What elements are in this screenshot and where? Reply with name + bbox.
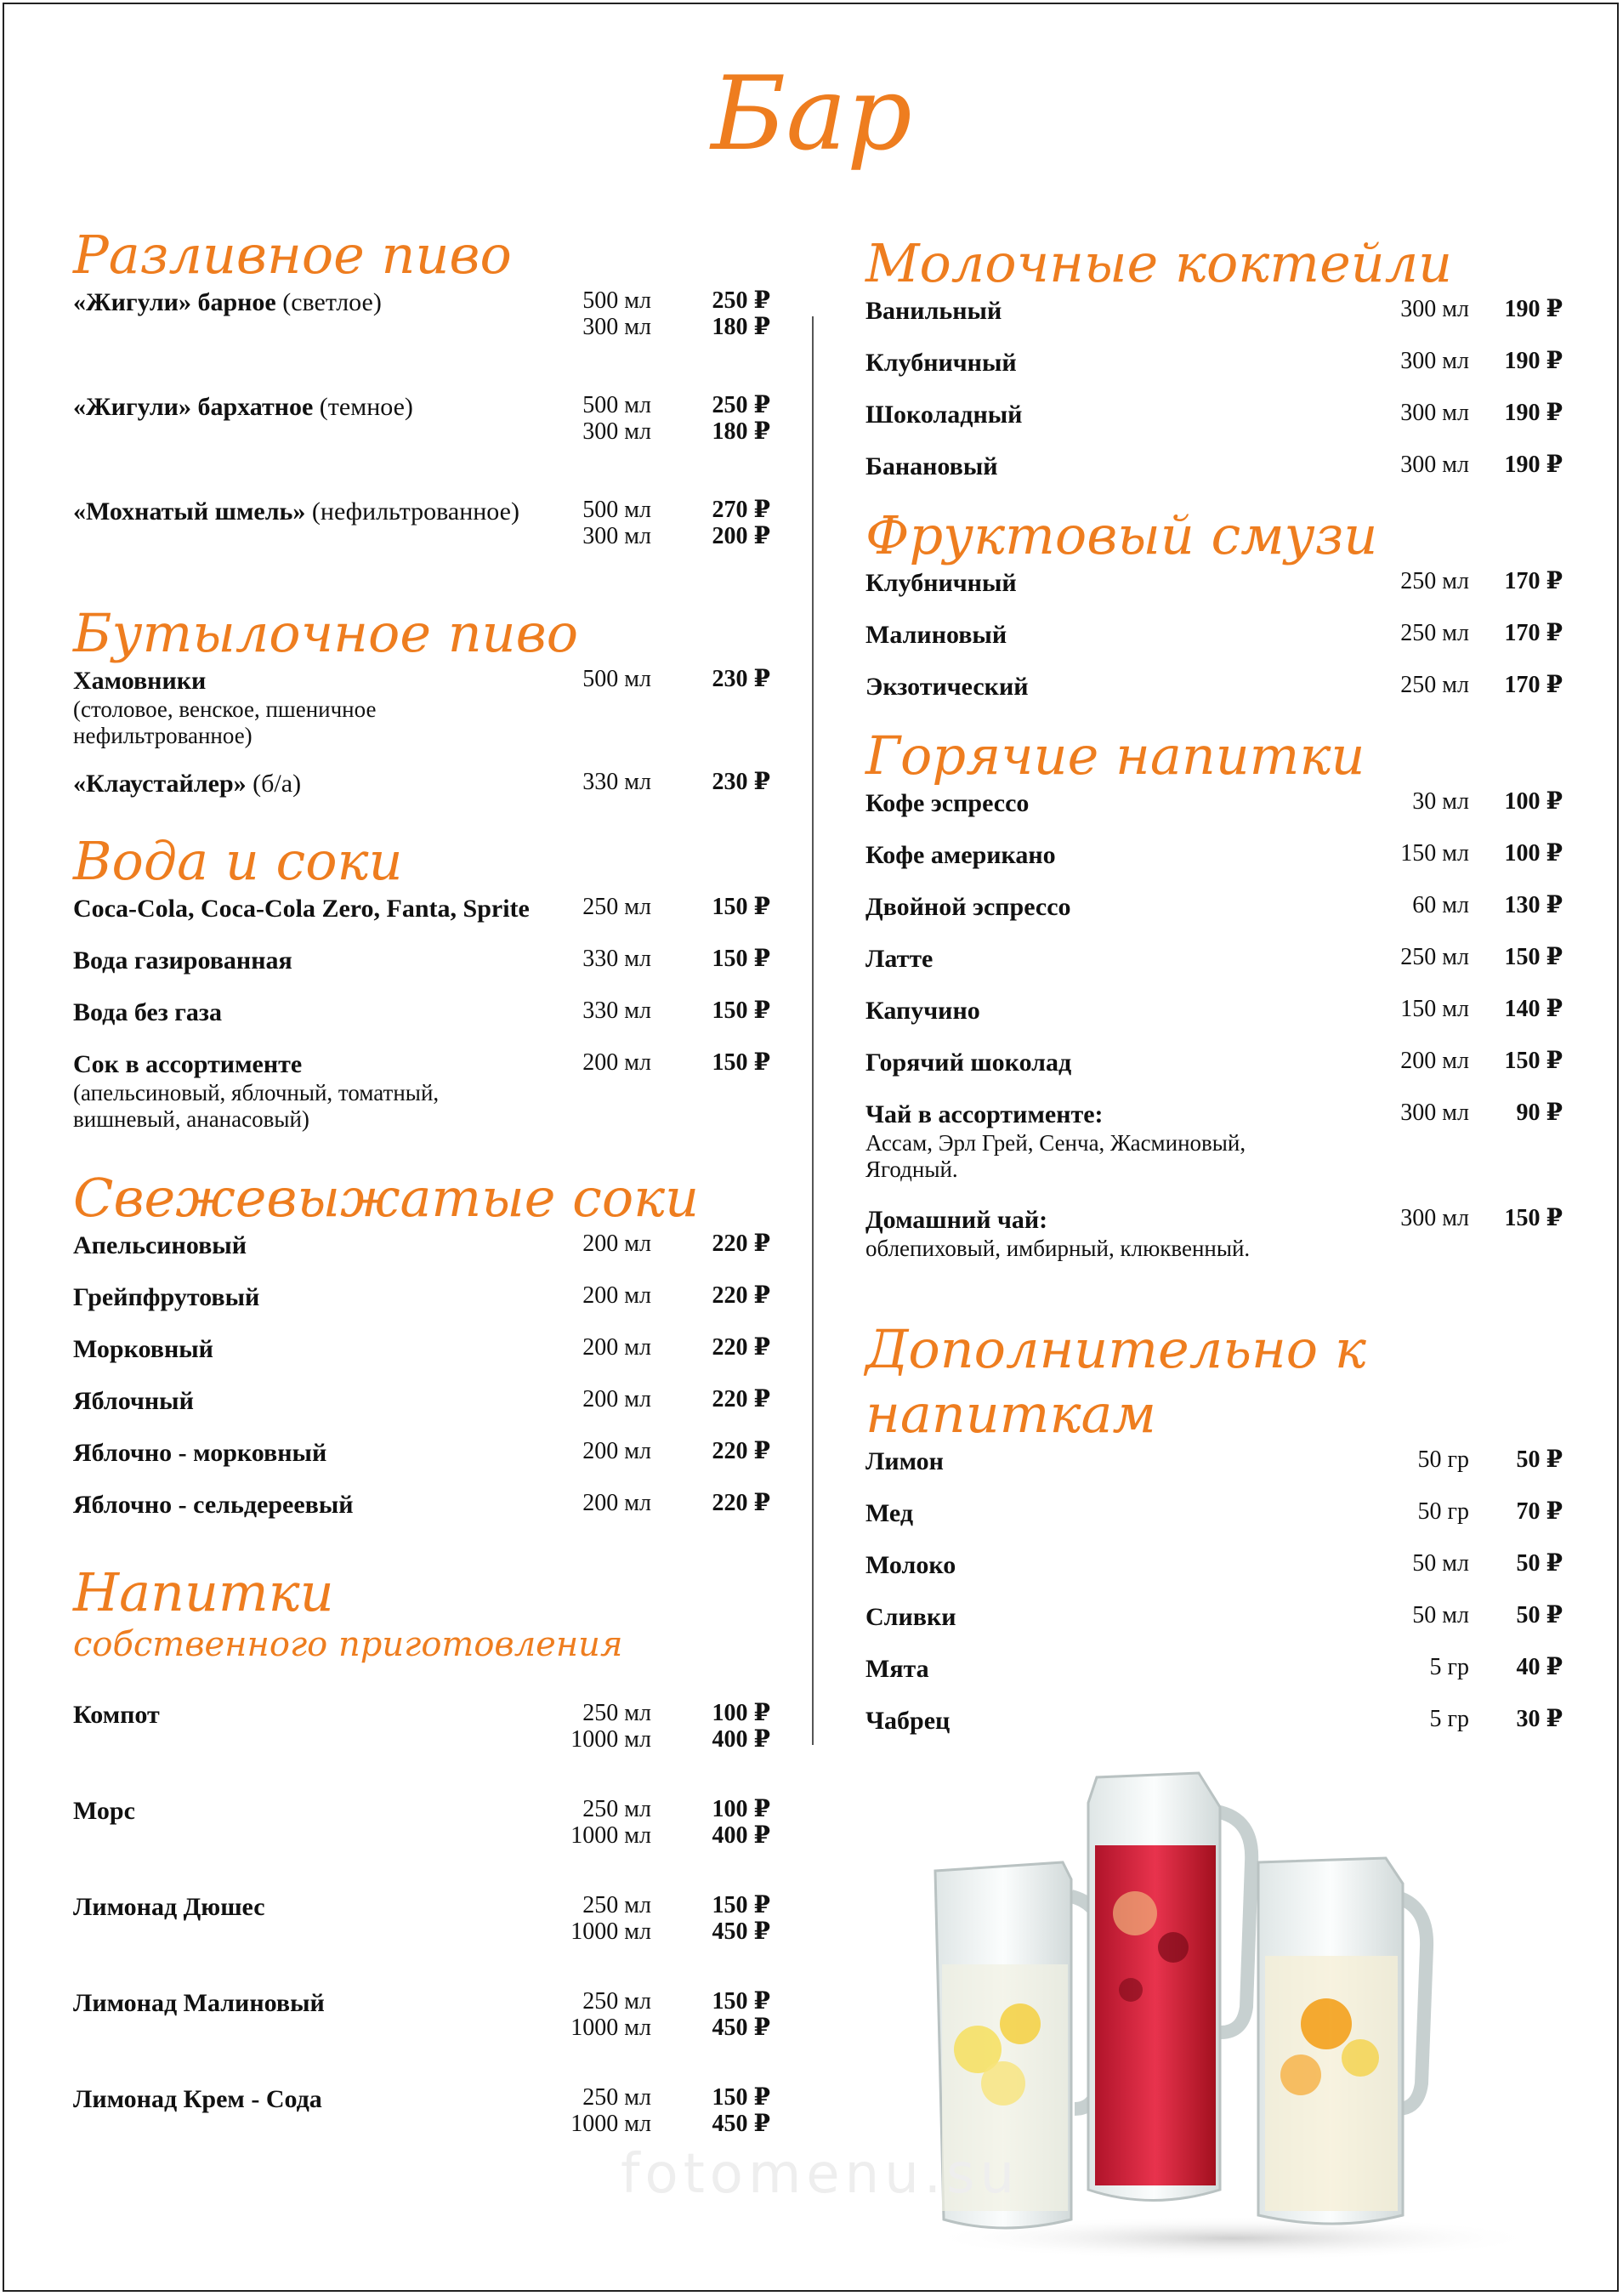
- section-smoothies: [865, 503, 1563, 724]
- item-name-text: Морковный: [73, 1335, 213, 1363]
- volume-value: 5 гр: [1429, 1706, 1469, 1732]
- item-volume: [1350, 996, 1469, 1022]
- item-name-text: Шоколадный: [865, 401, 1023, 429]
- item-volume: [532, 1282, 651, 1309]
- watermark: fotomenu.su: [621, 2143, 1020, 2206]
- section-milkshakes: [865, 231, 1563, 503]
- volume-value: 1000 мл: [570, 1918, 651, 1945]
- volume-value: 200 мл: [582, 1282, 651, 1309]
- menu-item: [865, 348, 1563, 400]
- item-price: [1469, 672, 1563, 698]
- volume-value: 330 мл: [582, 769, 651, 795]
- item-volume: [532, 1230, 651, 1257]
- price-value: 450 ₽: [712, 2015, 770, 2041]
- price-value: 140 ₽: [1504, 996, 1563, 1022]
- item-price: [1469, 1550, 1563, 1577]
- volume-value: 300 мл: [1400, 400, 1469, 426]
- menu-item: [865, 1550, 1563, 1602]
- menu-item: [73, 946, 779, 997]
- item-name-text: Клубничный: [865, 349, 1017, 377]
- menu-item: [73, 1438, 779, 1490]
- price-value: 180 ₽: [712, 418, 770, 445]
- item-name-text: Экзотический: [865, 673, 1029, 701]
- menu-item: [865, 452, 1563, 503]
- volume-value: 150 мл: [1400, 840, 1469, 867]
- menu-item: [865, 944, 1563, 996]
- item-description: (апельсиновый, яблочный, томатный, вишневый, ананасовый): [73, 1080, 440, 1132]
- price-value: 220 ₽: [712, 1230, 770, 1257]
- price-value: 450 ₽: [712, 1918, 770, 1945]
- menu-item: [865, 996, 1563, 1048]
- item-name-text: Капучино: [865, 997, 980, 1025]
- volume-value: 50 мл: [1412, 1602, 1469, 1628]
- section-title: Дополнительно к напиткам: [865, 1318, 1366, 1445]
- item-price: [1469, 892, 1563, 918]
- item-name-text: Банановый: [865, 452, 998, 480]
- item-name-text: Вода газированная: [73, 946, 292, 975]
- menu-item: [865, 1048, 1563, 1100]
- item-description: Ассам, Эрл Грей, Сенча, Жасминовый, Ягодный.: [865, 1130, 1246, 1182]
- volume-value: 1000 мл: [570, 2015, 651, 2041]
- section-title: Горячие напитки: [865, 725, 1365, 787]
- volume-value: 500 мл: [582, 497, 651, 523]
- volume-value: 1000 мл: [570, 1726, 651, 1753]
- volume-value: 250 мл: [582, 1796, 651, 1822]
- price-value: 30 ₽: [1516, 1706, 1563, 1732]
- menu-item: [73, 1988, 779, 2084]
- item-volume: [532, 1490, 651, 1516]
- menu-item: [865, 1498, 1563, 1550]
- menu-item: [73, 497, 779, 601]
- volume-value: 300 мл: [1400, 1205, 1469, 1231]
- item-price: [668, 1438, 770, 1464]
- item-volume: [1350, 1602, 1469, 1628]
- section-draft_beer: [73, 223, 779, 601]
- item-volume: [532, 1892, 651, 1945]
- item-price: [668, 497, 770, 549]
- item-price: [1469, 1706, 1563, 1732]
- item-price: [668, 1334, 770, 1361]
- item-volume: [532, 894, 651, 920]
- item-description: облепиховый, имбирный, клюквенный.: [865, 1236, 1251, 1261]
- volume-value: 250 мл: [582, 1892, 651, 1918]
- item-name-text: Апельсиновый: [73, 1231, 247, 1259]
- item-price: [668, 769, 770, 795]
- menu-item: [865, 568, 1563, 620]
- menu-item: [73, 666, 779, 769]
- item-price: [1469, 568, 1563, 594]
- menu-item: [73, 1282, 779, 1334]
- item-note: (нефильтрованное): [305, 497, 519, 526]
- price-value: 150 ₽: [712, 997, 770, 1024]
- price-value: 100 ₽: [712, 1700, 770, 1726]
- price-value: 220 ₽: [712, 1438, 770, 1464]
- menu-item: [865, 296, 1563, 348]
- price-value: 150 ₽: [712, 1049, 770, 1076]
- volume-value: 200 мл: [582, 1490, 651, 1516]
- item-volume: [532, 1049, 651, 1076]
- volume-value: 500 мл: [582, 666, 651, 692]
- item-volume: [1350, 1205, 1469, 1231]
- item-name-text: Лимонад Дюшес: [73, 1893, 265, 1921]
- price-value: 170 ₽: [1504, 672, 1563, 698]
- item-name-text: Молоко: [865, 1551, 956, 1579]
- price-value: 150 ₽: [712, 1988, 770, 2015]
- item-volume: [1350, 1100, 1469, 1126]
- volume-value: 250 мл: [582, 894, 651, 920]
- item-volume: [1350, 1654, 1469, 1680]
- item-name-text: Мед: [865, 1499, 914, 1527]
- item-volume: [532, 2084, 651, 2137]
- item-volume: [532, 497, 651, 549]
- volume-value: 300 мл: [1400, 1100, 1469, 1126]
- item-price: [1469, 1498, 1563, 1525]
- item-name-text: Лимонад Малиновый: [73, 1989, 325, 2017]
- item-price: [668, 1796, 770, 1849]
- section-bottled_beer: [73, 601, 779, 821]
- price-value: 270 ₽: [712, 497, 770, 523]
- volume-value: 250 мл: [1400, 568, 1469, 594]
- price-value: 50 ₽: [1516, 1550, 1563, 1577]
- price-value: 400 ₽: [712, 1726, 770, 1753]
- left-column: [73, 223, 779, 2180]
- volume-value: 500 мл: [582, 287, 651, 314]
- menu-item: [73, 1049, 779, 1152]
- item-volume: [532, 392, 651, 445]
- section-fresh_juice: [73, 1166, 779, 1542]
- item-name-text: Грейпфрутовый: [73, 1283, 260, 1311]
- menu-item: [865, 788, 1563, 840]
- volume-value: 300 мл: [582, 418, 651, 445]
- price-value: 170 ₽: [1504, 620, 1563, 646]
- item-price: [1469, 296, 1563, 322]
- item-name-text: Яблочно - сельдереевый: [73, 1491, 354, 1519]
- volume-value: 250 мл: [1400, 620, 1469, 646]
- price-value: 220 ₽: [712, 1282, 770, 1309]
- section-water_juice: [73, 829, 779, 1152]
- menu-item: [73, 769, 779, 821]
- item-volume: [1350, 400, 1469, 426]
- price-value: 150 ₽: [1504, 944, 1563, 970]
- price-value: 130 ₽: [1504, 892, 1563, 918]
- menu-item: [865, 1654, 1563, 1706]
- menu-item: [73, 1230, 779, 1282]
- item-price: [1469, 944, 1563, 970]
- price-value: 150 ₽: [712, 894, 770, 920]
- item-price: [1469, 840, 1563, 867]
- item-price: [668, 1230, 770, 1257]
- volume-value: 1000 мл: [570, 2111, 651, 2137]
- section-title: Свежевыжатые соки: [73, 1167, 700, 1229]
- menu-item: [865, 400, 1563, 452]
- price-value: 250 ₽: [712, 392, 770, 418]
- raspberry-pitcher-middle: [1088, 1773, 1251, 2201]
- volume-value: 150 мл: [1400, 996, 1469, 1022]
- price-value: 400 ₽: [712, 1822, 770, 1849]
- section-subtitle: собственного приготовления: [73, 1625, 623, 1664]
- item-volume: [1350, 788, 1469, 815]
- price-value: 100 ₽: [1504, 788, 1563, 815]
- item-note: (б/а): [246, 770, 302, 798]
- column-divider: [812, 316, 814, 1745]
- page-title: Бар: [711, 55, 912, 173]
- item-note: (светлое): [275, 288, 382, 316]
- item-name-text: Мята: [865, 1655, 929, 1683]
- item-volume: [1350, 1498, 1469, 1525]
- volume-value: 300 мл: [582, 314, 651, 340]
- item-volume: [1350, 348, 1469, 374]
- volume-value: 250 мл: [1400, 672, 1469, 698]
- item-volume: [1350, 1048, 1469, 1074]
- menu-item: [73, 1490, 779, 1542]
- price-value: 100 ₽: [712, 1796, 770, 1822]
- price-value: 170 ₽: [1504, 568, 1563, 594]
- price-value: 230 ₽: [712, 666, 770, 692]
- volume-value: 1000 мл: [570, 1822, 651, 1849]
- volume-value: 50 гр: [1417, 1498, 1469, 1525]
- volume-value: 250 мл: [1400, 944, 1469, 970]
- item-price: [1469, 788, 1563, 815]
- price-value: 70 ₽: [1516, 1498, 1563, 1525]
- section-title: Фруктовый смузи: [865, 504, 1378, 566]
- volume-value: 300 мл: [1400, 348, 1469, 374]
- volume-value: 200 мл: [582, 1438, 651, 1464]
- item-price: [1469, 1602, 1563, 1628]
- menu-item: [865, 620, 1563, 672]
- volume-value: 200 мл: [1400, 1048, 1469, 1074]
- item-price: [668, 666, 770, 692]
- item-price: [668, 2084, 770, 2137]
- price-value: 190 ₽: [1504, 348, 1563, 374]
- volume-value: 5 гр: [1429, 1654, 1469, 1680]
- item-price: [1469, 996, 1563, 1022]
- item-volume: [532, 1386, 651, 1412]
- volume-value: 250 мл: [582, 1988, 651, 2015]
- section-hot_drinks: [865, 724, 1563, 1310]
- item-volume: [532, 287, 651, 340]
- price-value: 220 ₽: [712, 1334, 770, 1361]
- price-value: 150 ₽: [712, 2084, 770, 2111]
- item-name-text: Чай в ассортименте:: [865, 1100, 1104, 1128]
- item-name-text: Морс: [73, 1797, 135, 1825]
- item-name-text: Coca-Cola, Coca-Cola Zero, Fanta, Sprite: [73, 895, 530, 923]
- item-price: [668, 392, 770, 445]
- price-value: 180 ₽: [712, 314, 770, 340]
- volume-value: 60 мл: [1412, 892, 1469, 918]
- volume-value: 200 мл: [582, 1334, 651, 1361]
- menu-item: [865, 1205, 1563, 1310]
- item-price: [668, 894, 770, 920]
- item-name-text: Малиновый: [865, 621, 1007, 649]
- price-value: 40 ₽: [1516, 1654, 1563, 1680]
- item-name-text: Горячий шоколад: [865, 1049, 1072, 1077]
- menu-item: [73, 1796, 779, 1892]
- price-value: 50 ₽: [1516, 1446, 1563, 1473]
- item-description: (столовое, венское, пшеничное нефильтрованное): [73, 696, 377, 748]
- item-price: [1469, 1048, 1563, 1074]
- price-value: 450 ₽: [712, 2111, 770, 2137]
- item-volume: [532, 769, 651, 795]
- item-volume: [1350, 1706, 1469, 1732]
- item-volume: [1350, 296, 1469, 322]
- item-price: [668, 1282, 770, 1309]
- volume-value: 250 мл: [582, 2084, 651, 2111]
- menu-item: [865, 1446, 1563, 1498]
- price-value: 150 ₽: [1504, 1048, 1563, 1074]
- menu-item: [73, 1386, 779, 1438]
- item-price: [1469, 1100, 1563, 1126]
- price-value: 220 ₽: [712, 1490, 770, 1516]
- menu-item: [865, 672, 1563, 724]
- price-value: 150 ₽: [712, 946, 770, 972]
- right-column: [865, 223, 1563, 1758]
- item-volume: [1350, 944, 1469, 970]
- item-price: [1469, 1446, 1563, 1473]
- volume-value: 300 мл: [582, 523, 651, 549]
- item-price: [668, 1049, 770, 1076]
- price-value: 150 ₽: [712, 1892, 770, 1918]
- volume-value: 300 мл: [1400, 296, 1469, 322]
- menu-item: [73, 287, 779, 392]
- price-value: 190 ₽: [1504, 452, 1563, 478]
- menu-item: [865, 1706, 1563, 1758]
- section-title: Молочные коктейли: [865, 232, 1453, 294]
- item-volume: [1350, 1550, 1469, 1577]
- menu-item: [73, 894, 779, 946]
- item-name-text: Лимон: [865, 1447, 944, 1475]
- item-name-text: Клубничный: [865, 569, 1017, 597]
- item-volume: [532, 946, 651, 972]
- item-price: [1469, 452, 1563, 478]
- item-volume: [1350, 892, 1469, 918]
- volume-value: 50 гр: [1417, 1446, 1469, 1473]
- menu-item: [865, 892, 1563, 944]
- price-value: 200 ₽: [712, 523, 770, 549]
- item-volume: [1350, 452, 1469, 478]
- menu-item: [865, 840, 1563, 892]
- section-title: Разливное пиво: [73, 224, 512, 286]
- item-name-text: Кофе эспрессо: [865, 789, 1030, 817]
- menu-item: [865, 1100, 1563, 1205]
- item-price: [1469, 400, 1563, 426]
- item-volume: [1350, 672, 1469, 698]
- section-extras: [865, 1317, 1563, 1758]
- price-value: 190 ₽: [1504, 400, 1563, 426]
- menu-item: [73, 997, 779, 1049]
- volume-value: 30 мл: [1412, 788, 1469, 815]
- volume-value: 200 мл: [582, 1386, 651, 1412]
- item-volume: [532, 666, 651, 692]
- item-name-text: Яблочный: [73, 1387, 194, 1415]
- volume-value: 330 мл: [582, 946, 651, 972]
- menu-item: [73, 392, 779, 497]
- item-price: [668, 1490, 770, 1516]
- section-house_drinks: [73, 1560, 779, 2180]
- item-price: [1469, 1205, 1563, 1231]
- item-name-text: Чабрец: [865, 1707, 951, 1735]
- menu-item: [73, 1334, 779, 1386]
- item-volume: [1350, 840, 1469, 867]
- item-volume: [532, 997, 651, 1024]
- item-volume: [532, 1988, 651, 2041]
- section-title: Напитки: [73, 1561, 334, 1623]
- price-value: 100 ₽: [1504, 840, 1563, 867]
- item-name-text: Лимонад Крем - Сода: [73, 2085, 322, 2113]
- menu-item: [73, 1700, 779, 1796]
- volume-value: 250 мл: [582, 1700, 651, 1726]
- item-name-text: Двойной эспрессо: [865, 893, 1071, 921]
- price-value: 150 ₽: [1504, 1205, 1563, 1231]
- item-name-text: «Мохнатый шмель»: [73, 497, 306, 526]
- item-note: (темное): [313, 393, 413, 421]
- item-price: [668, 997, 770, 1024]
- item-name-text: «Жигули» бархатное: [73, 393, 314, 421]
- item-volume: [1350, 620, 1469, 646]
- price-value: 250 ₽: [712, 287, 770, 314]
- item-name-text: Вода без газа: [73, 998, 222, 1026]
- item-price: [668, 1700, 770, 1753]
- item-price: [1469, 620, 1563, 646]
- item-volume: [532, 1438, 651, 1464]
- item-volume: [1350, 568, 1469, 594]
- item-price: [668, 1988, 770, 2041]
- item-name-text: Яблочно - морковный: [73, 1439, 327, 1467]
- lemonade-pitcher-right: [1258, 1858, 1427, 2224]
- section-title: Вода и соки: [73, 830, 403, 892]
- menu-item: [865, 1602, 1563, 1654]
- item-volume: [532, 1700, 651, 1753]
- item-name-text: Компот: [73, 1701, 160, 1729]
- volume-value: 50 мл: [1412, 1550, 1469, 1577]
- volume-value: 300 мл: [1400, 452, 1469, 478]
- volume-value: 500 мл: [582, 392, 651, 418]
- item-price: [668, 946, 770, 972]
- price-value: 90 ₽: [1516, 1100, 1563, 1126]
- volume-value: 200 мл: [582, 1230, 651, 1257]
- item-name-text: Сок в ассортименте: [73, 1050, 303, 1078]
- item-name-text: «Клаустайлер»: [73, 770, 247, 798]
- item-price: [668, 287, 770, 340]
- price-value: 50 ₽: [1516, 1602, 1563, 1628]
- item-name-text: Хамовники: [73, 667, 207, 695]
- price-value: 230 ₽: [712, 769, 770, 795]
- item-price: [1469, 1654, 1563, 1680]
- price-value: 220 ₽: [712, 1386, 770, 1412]
- item-name-text: Домашний чай:: [865, 1206, 1048, 1234]
- item-price: [668, 1386, 770, 1412]
- item-name-text: «Жигули» барное: [73, 288, 276, 316]
- item-volume: [1350, 1446, 1469, 1473]
- item-name-text: Кофе американо: [865, 841, 1056, 869]
- item-volume: [532, 1334, 651, 1361]
- item-name-text: Латте: [865, 945, 934, 973]
- volume-value: 330 мл: [582, 997, 651, 1024]
- price-value: 190 ₽: [1504, 296, 1563, 322]
- item-name-text: Ванильный: [865, 297, 1002, 325]
- volume-value: 200 мл: [582, 1049, 651, 1076]
- item-price: [1469, 348, 1563, 374]
- section-title: Бутылочное пиво: [73, 602, 579, 664]
- item-price: [668, 1892, 770, 1945]
- menu-item: [73, 1892, 779, 1988]
- item-name-text: Сливки: [865, 1603, 956, 1631]
- item-volume: [532, 1796, 651, 1849]
